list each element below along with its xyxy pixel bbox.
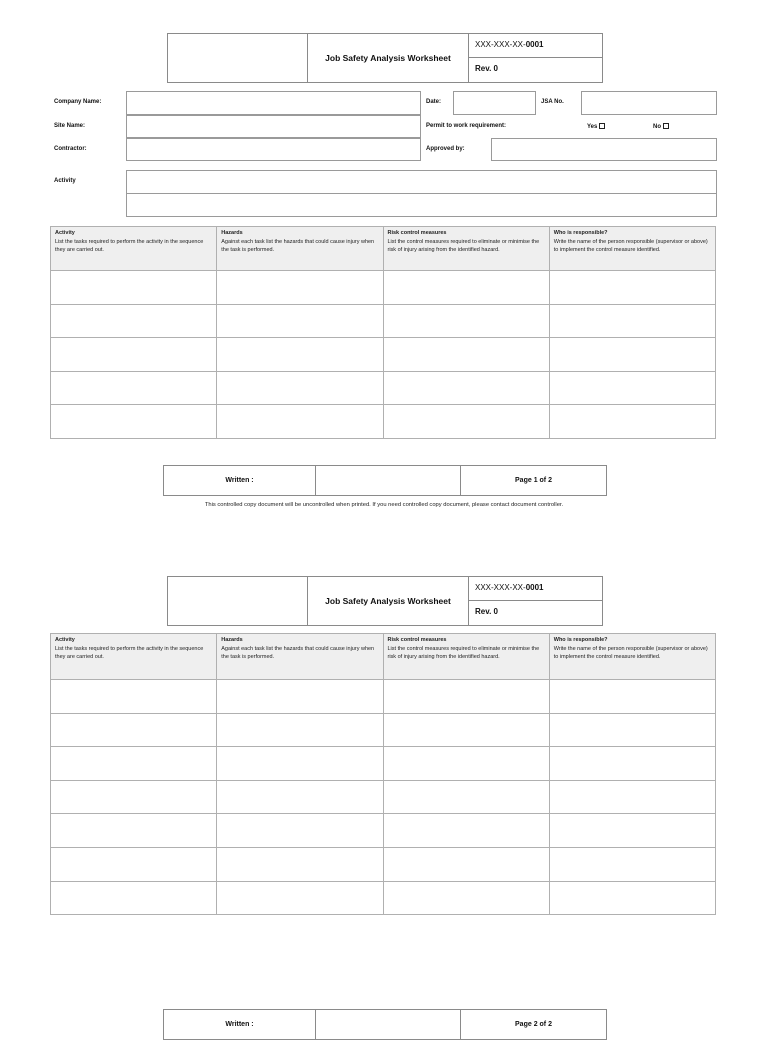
table-cell[interactable]	[51, 780, 217, 814]
yes-label: Yes	[587, 124, 598, 130]
col-hazards: Hazards Against each task list the hazards that could cause injury when the task is performed.	[217, 227, 383, 271]
table-row	[51, 371, 716, 405]
table-cell[interactable]	[51, 814, 217, 848]
table-cell[interactable]	[217, 680, 383, 714]
table-cell[interactable]	[217, 304, 383, 338]
table-row	[51, 304, 716, 338]
written-label: Written :	[164, 1010, 316, 1039]
table-cell[interactable]	[549, 814, 715, 848]
permit-label: Permit to work requirement:	[426, 123, 507, 129]
written-field[interactable]	[316, 466, 461, 495]
site-name-field[interactable]	[126, 115, 421, 138]
table-cell[interactable]	[217, 881, 383, 915]
table-row	[51, 271, 716, 305]
controlled-copy-note: This controlled copy document will be uncontrolled when printed. If you need controlled copy document, please contact document controller.	[204, 502, 564, 508]
table-cell[interactable]	[51, 747, 217, 781]
table-cell[interactable]	[549, 881, 715, 915]
approved-by-field[interactable]	[491, 138, 717, 161]
table-row	[51, 847, 716, 881]
date-label: Date:	[426, 99, 442, 105]
jsa-no-field[interactable]	[581, 91, 717, 115]
permit-yes-option[interactable]	[587, 123, 605, 130]
no-checkbox[interactable]	[663, 123, 669, 129]
table-cell[interactable]	[383, 271, 549, 305]
table-cell[interactable]	[549, 338, 715, 372]
table-cell[interactable]	[549, 304, 715, 338]
table-cell[interactable]	[549, 713, 715, 747]
table-cell[interactable]	[549, 747, 715, 781]
permit-no-option[interactable]	[653, 123, 669, 130]
table-row	[51, 405, 716, 439]
col-activity: Activity List the tasks required to perform the activity in the sequence they are carried out.	[51, 634, 217, 680]
table-cell[interactable]	[51, 881, 217, 915]
table-cell[interactable]	[217, 371, 383, 405]
page-number: Page 2 of 2	[515, 1021, 552, 1028]
jsa-table-page2	[50, 633, 716, 915]
table-cell[interactable]	[383, 338, 549, 372]
logo-area	[168, 577, 308, 625]
table-cell[interactable]	[51, 680, 217, 714]
written-label: Written :	[164, 466, 316, 495]
table-cell[interactable]	[51, 847, 217, 881]
page1-header	[167, 33, 603, 83]
activity-field-2[interactable]	[126, 193, 717, 217]
table-cell[interactable]	[383, 881, 549, 915]
document-title: Job Safety Analysis Worksheet	[308, 577, 469, 625]
table-cell[interactable]	[217, 847, 383, 881]
document-revision: Rev. 0	[475, 64, 498, 73]
document-title: Job Safety Analysis Worksheet	[308, 34, 469, 82]
table-cell[interactable]	[217, 814, 383, 848]
table-cell[interactable]	[51, 271, 217, 305]
site-name-label: Site Name:	[54, 123, 86, 129]
approved-by-label: Approved by:	[426, 146, 465, 152]
written-field[interactable]	[316, 1010, 461, 1039]
table-cell[interactable]	[217, 405, 383, 439]
table-row	[51, 747, 716, 781]
table-row	[51, 881, 716, 915]
table-cell[interactable]	[217, 780, 383, 814]
table-cell[interactable]	[51, 371, 217, 405]
contractor-field[interactable]	[126, 138, 421, 161]
jsa-no-label: JSA No.	[541, 99, 564, 105]
table-cell[interactable]	[383, 405, 549, 439]
yes-checkbox[interactable]	[599, 123, 605, 129]
company-name-label: Company Name:	[54, 99, 102, 105]
table-cell[interactable]	[51, 405, 217, 439]
table-cell[interactable]	[383, 780, 549, 814]
table-cell[interactable]	[51, 713, 217, 747]
table-cell[interactable]	[51, 304, 217, 338]
table-cell[interactable]	[383, 371, 549, 405]
col-risk-control: Risk control measures List the control measures required to eliminate or minimise the risk of injury arising from the identified hazard.	[383, 227, 549, 271]
table-row	[51, 814, 716, 848]
table-cell[interactable]	[217, 747, 383, 781]
table-cell[interactable]	[383, 814, 549, 848]
col-responsible: Who is responsible? Write the name of the person responsible (supervisor or above) to implement the control measure identified.	[549, 227, 715, 271]
table-cell[interactable]	[383, 747, 549, 781]
jsa-table-page1	[50, 226, 716, 439]
table-cell[interactable]	[549, 847, 715, 881]
contractor-label: Contractor:	[54, 146, 87, 152]
col-hazards: Hazards Against each task list the hazards that could cause injury when the task is performed.	[217, 634, 383, 680]
col-responsible: Who is responsible? Write the name of the person responsible (supervisor or above) to implement the control measure identified.	[549, 634, 715, 680]
page-number: Page 1 of 2	[515, 477, 552, 484]
table-cell[interactable]	[549, 680, 715, 714]
table-cell[interactable]	[549, 371, 715, 405]
table-cell[interactable]	[383, 713, 549, 747]
table-cell[interactable]	[217, 271, 383, 305]
table-row	[51, 680, 716, 714]
date-field[interactable]	[453, 91, 536, 115]
table-cell[interactable]	[549, 780, 715, 814]
table-cell[interactable]	[217, 713, 383, 747]
table-cell[interactable]	[549, 405, 715, 439]
activity-field-1[interactable]	[126, 170, 717, 194]
no-label: No	[653, 124, 661, 130]
page2-header	[167, 576, 603, 626]
logo-area	[168, 34, 308, 82]
table-cell[interactable]	[51, 338, 217, 372]
page1-footer	[163, 465, 607, 496]
col-activity: Activity List the tasks required to perform the activity in the sequence they are carried out.	[51, 227, 217, 271]
document-revision: Rev. 0	[475, 607, 498, 616]
table-cell[interactable]	[383, 680, 549, 714]
activity-label: Activity	[54, 178, 76, 184]
table-cell[interactable]	[383, 847, 549, 881]
company-name-field[interactable]	[126, 91, 421, 115]
page2-footer	[163, 1009, 607, 1040]
table-row	[51, 713, 716, 747]
table-cell[interactable]	[217, 338, 383, 372]
col-risk-control: Risk control measures List the control measures required to eliminate or minimise the risk of injury arising from the identified hazard.	[383, 634, 549, 680]
document-code: XXX-XXX-XX-0001	[469, 34, 602, 58]
table-row	[51, 780, 716, 814]
table-cell[interactable]	[383, 304, 549, 338]
table-row	[51, 338, 716, 372]
document-code: XXX-XXX-XX-0001	[469, 577, 602, 601]
table-cell[interactable]	[549, 271, 715, 305]
